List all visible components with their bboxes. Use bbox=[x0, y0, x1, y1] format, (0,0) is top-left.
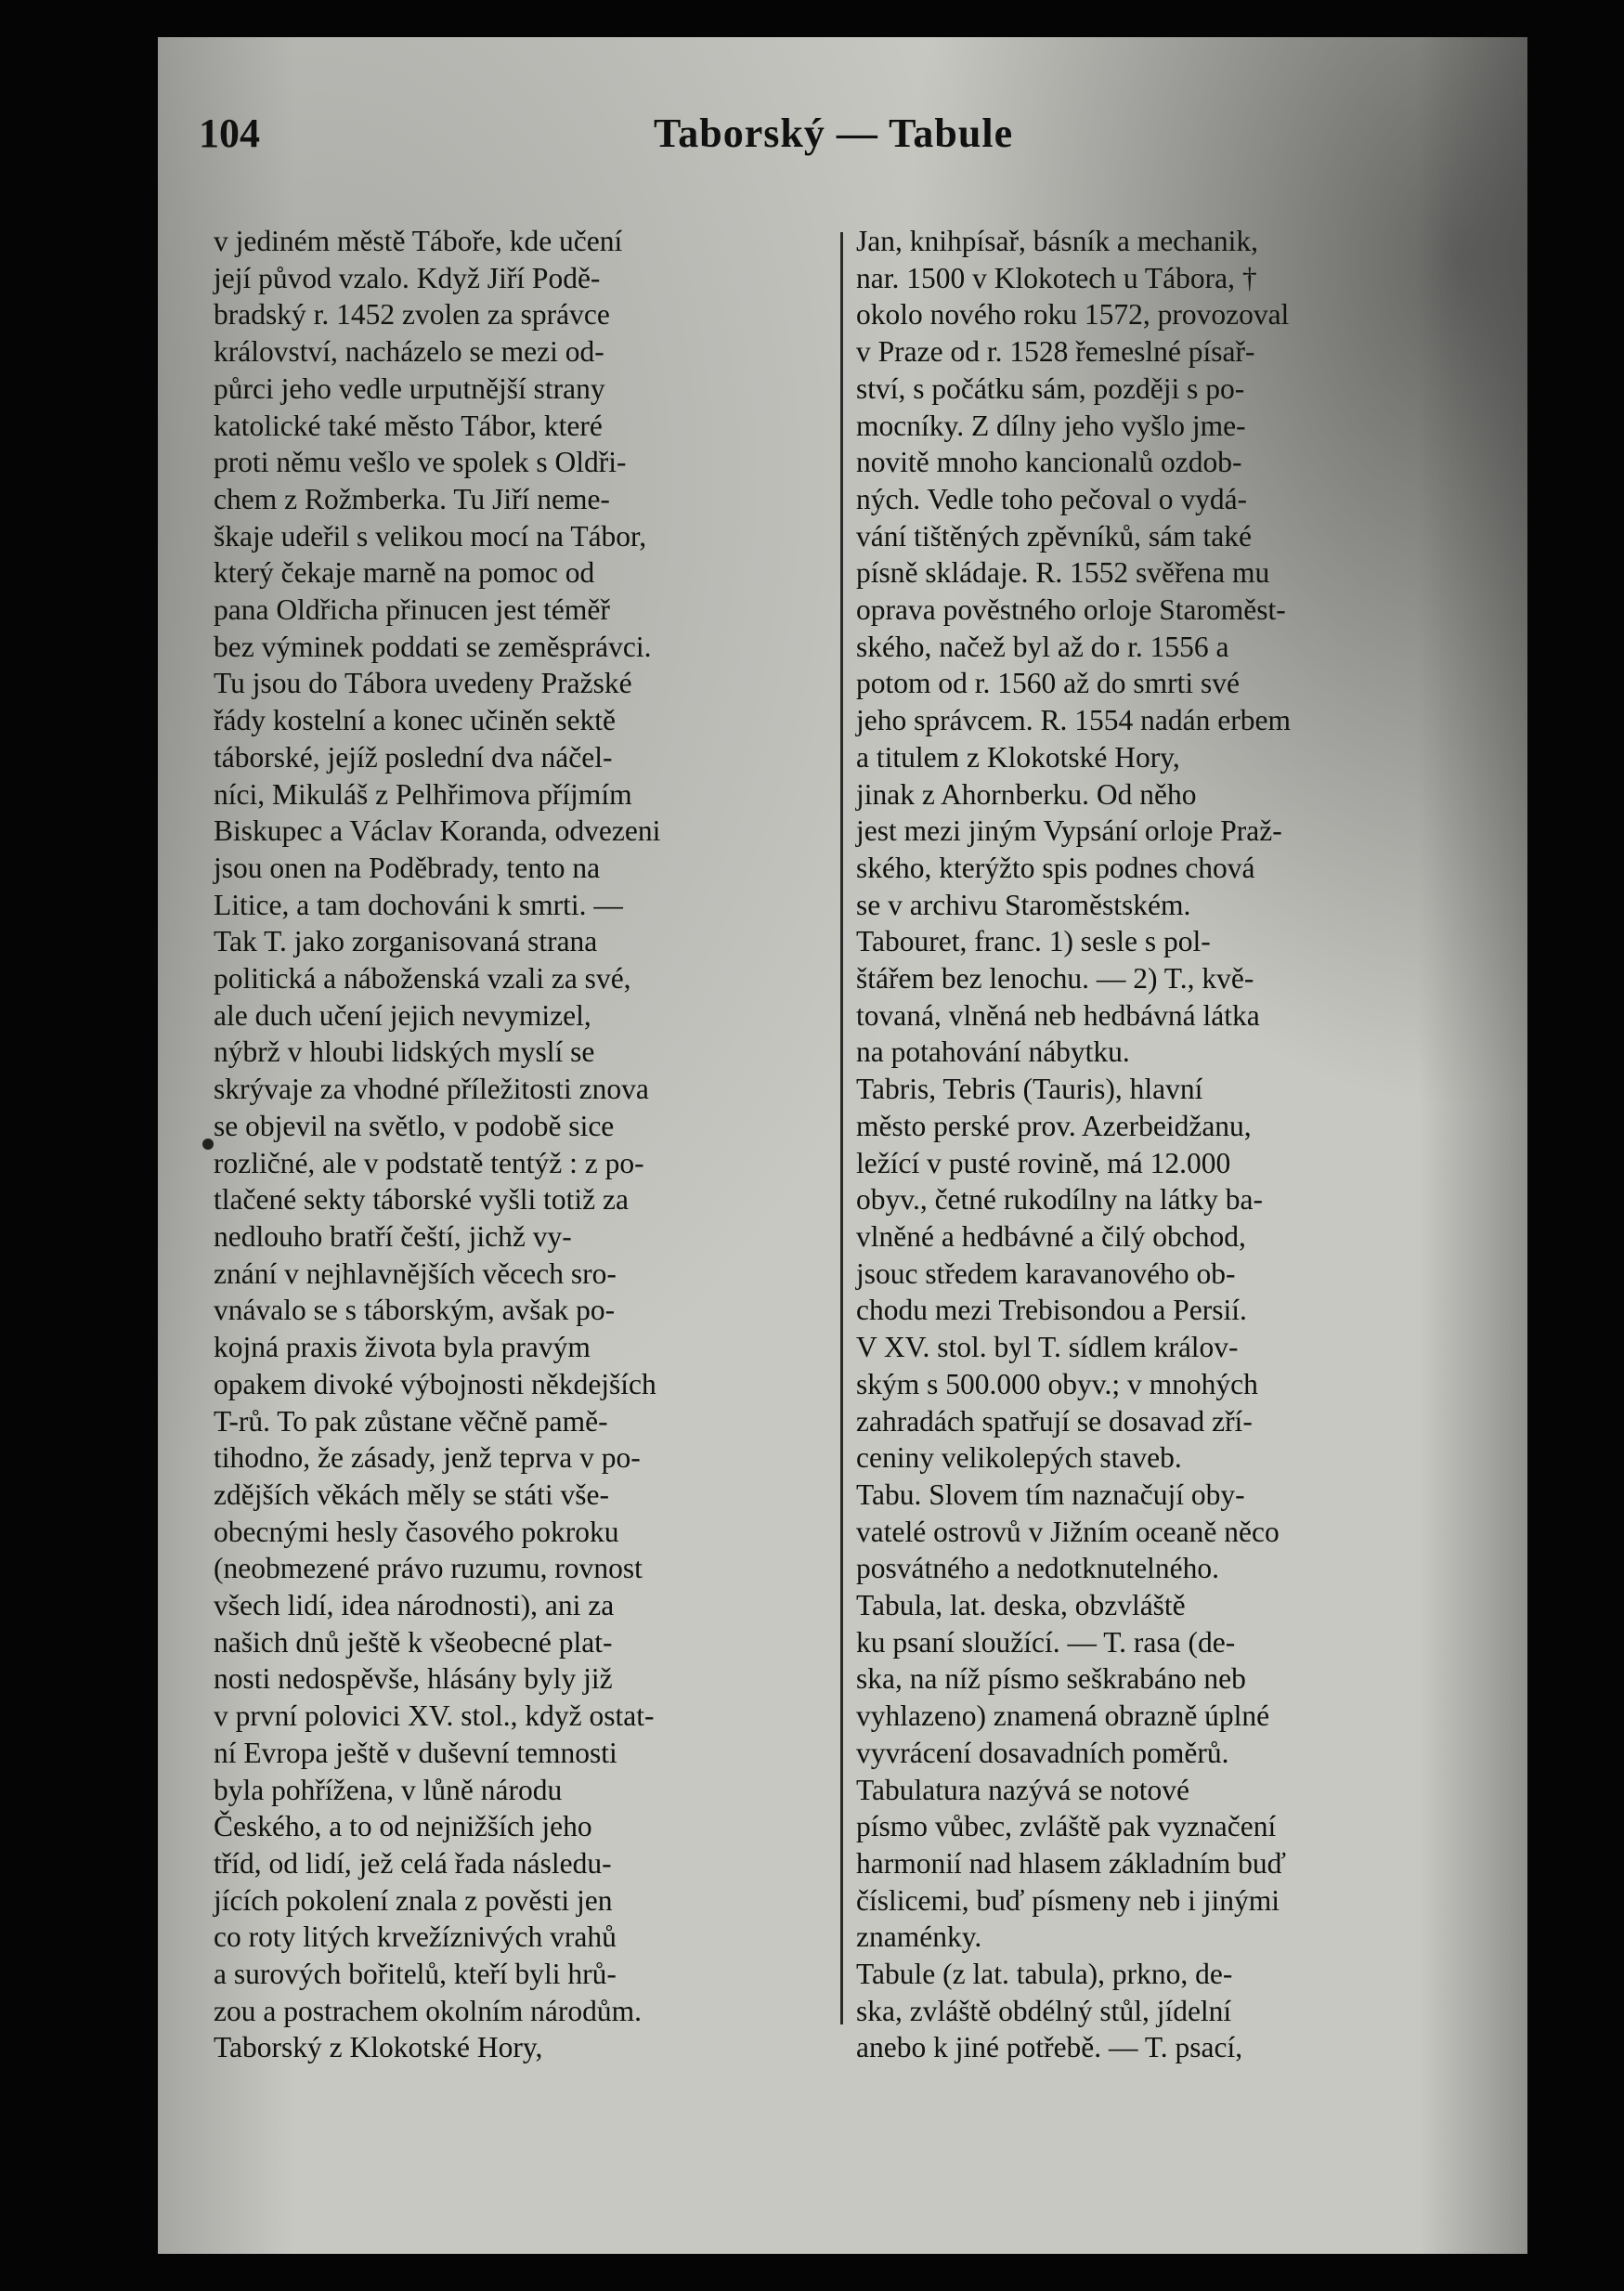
text-line: zahradách spatřují se dosavad zří- bbox=[856, 1404, 1253, 1438]
text-line: nedlouho bratří čeští, jichž vy- bbox=[214, 1219, 572, 1253]
text-line: ležící v pusté rovině, má 12.000 bbox=[856, 1146, 1231, 1179]
text-line: jících pokolení znala z pověsti jen bbox=[214, 1883, 613, 1917]
text-line: bez výminek poddati se zeměsprávci. bbox=[214, 630, 652, 663]
text-line: tihodno, že zásady, jenž teprva v po- bbox=[214, 1441, 641, 1475]
text-line: její původ vzalo. Když Jiří Podě- bbox=[214, 261, 601, 294]
text-line: ska, zvláště obdélný stůl, jídelní bbox=[856, 1994, 1232, 2027]
text-line: oprava pověstného orloje Staroměst- bbox=[856, 593, 1286, 627]
text-line: Biskupec a Václav Koranda, odvezeni bbox=[214, 814, 661, 848]
text-line: ní Evropa ještě v duševní temnosti bbox=[214, 1736, 617, 1769]
text-line: Tabris, Tebris (Tauris), hlavní bbox=[856, 1073, 1203, 1106]
text-line: opakem divoké výbojnosti někdejších bbox=[214, 1367, 656, 1400]
text-line: tříd, od lidí, jež celá řada následu- bbox=[214, 1846, 612, 1880]
text-line: ským s 500.000 obyv.; v mnohých bbox=[856, 1367, 1258, 1400]
right-column bbox=[856, 223, 1464, 2066]
text-line: nosti nedospěvše, hlásány byly již bbox=[214, 1662, 613, 1696]
text-line: jinak z Ahornberku. Od něho bbox=[856, 777, 1197, 811]
text-line: vání tištěných zpěvníků, sám také bbox=[856, 519, 1253, 553]
text-line: a surových bořitelů, kteří byli hrů- bbox=[214, 1958, 617, 1991]
column-divider bbox=[840, 232, 843, 2024]
text-line: jeho správcem. R. 1554 nadán erbem bbox=[856, 704, 1291, 737]
text-line: všech lidí, idea národnosti), ani za bbox=[214, 1589, 615, 1622]
text-line: Tabouret, franc. 1) sesle s pol- bbox=[856, 925, 1211, 958]
text-line: posvátného a nedotknutelného. bbox=[856, 1552, 1220, 1585]
text-line: Tu jsou do Tábora uvedeny Pražské bbox=[214, 667, 632, 700]
text-line: vyvrácení dosavadních poměrů. bbox=[856, 1736, 1229, 1769]
text-line: proti němu vešlo ve spolek s Oldři- bbox=[214, 446, 627, 479]
text-line: ale duch učení jejich nevymizel, bbox=[214, 998, 591, 1032]
running-title: Taborský — Tabule bbox=[654, 111, 1014, 156]
text-line: jsouc středem karavanového ob- bbox=[856, 1256, 1236, 1290]
text-line: rozličné, ale v podstatě tentýž : z po- bbox=[214, 1146, 644, 1179]
text-line: na potahování nábytku. bbox=[856, 1035, 1130, 1069]
text-line: kojná praxis života byla pravým bbox=[214, 1331, 591, 1364]
text-line: štářem bez lenochu. — 2) T., kvě- bbox=[856, 962, 1254, 996]
text-line: našich dnů ještě k všeobecné plat- bbox=[214, 1625, 613, 1659]
text-line: nar. 1500 v Klokotech u Tábora, † bbox=[856, 261, 1257, 294]
text-line: ných. Vedle toho pečoval o vydá- bbox=[856, 482, 1248, 515]
text-line: ství, s počátku sám, později s po- bbox=[856, 371, 1245, 405]
text-line: vlněné a hedbávné a čilý obchod, bbox=[856, 1219, 1246, 1253]
text-line: a titulem z Klokotské Hory, bbox=[856, 740, 1180, 774]
text-line: řády kostelní a konec učiněn sektě bbox=[214, 704, 616, 737]
text-line: skrývaje za vhodné příležitosti znova bbox=[214, 1073, 649, 1106]
text-line: znání v nejhlavnějších věcech sro- bbox=[214, 1256, 617, 1290]
text-line: V XV. stol. byl T. sídlem králov- bbox=[856, 1331, 1239, 1364]
text-line: novitě mnoho kancionalů ozdob- bbox=[856, 446, 1242, 479]
text-line: Taborský z Klokotské Hory, bbox=[214, 2031, 543, 2064]
text-line: anebo k jiné potřebě. — T. psací, bbox=[856, 2031, 1243, 2064]
text-line: T-rů. To pak zůstane věčně pamě- bbox=[214, 1404, 608, 1438]
text-line: v jediném městě Táboře, kde učení bbox=[214, 225, 623, 257]
text-line: chodu mezi Trebisondou a Persií. bbox=[856, 1294, 1247, 1327]
text-line: vyhlazeno) znamená obrazně úplné bbox=[856, 1699, 1270, 1733]
text-line: písmo vůbec, zvláště pak vyznačení bbox=[856, 1810, 1277, 1843]
text-line: obyv., četné rukodílny na látky ba- bbox=[856, 1183, 1263, 1217]
text-line: město perské prov. Azerbeidžanu, bbox=[856, 1109, 1252, 1142]
text-line: byla pohřížena, v lůně národu bbox=[214, 1773, 563, 1806]
text-line: Tak T. jako zorganisovaná strana bbox=[214, 925, 598, 958]
left-column bbox=[214, 223, 826, 2066]
text-line: táborské, jejíž poslední dva náčel- bbox=[214, 740, 613, 774]
text-line: Českého, a to od nejnižších jeho bbox=[214, 1810, 592, 1843]
text-line: zou a postrachem okolním národům. bbox=[214, 1994, 643, 2027]
text-line: nýbrž v hloubi lidských myslí se bbox=[214, 1035, 595, 1069]
text-line: níci, Mikuláš z Pelhřimova příjmím bbox=[214, 777, 632, 811]
text-line: vnávalo se s táborským, avšak po- bbox=[214, 1294, 616, 1327]
text-line: (neobmezené právo ruzumu, rovnost bbox=[214, 1552, 643, 1585]
text-line: tlačené sekty táborské vyšli totiž za bbox=[214, 1183, 629, 1217]
text-line: ku psaní sloužící. — T. rasa (de- bbox=[856, 1625, 1236, 1659]
page-header bbox=[199, 110, 1164, 175]
text-line: znaménky. bbox=[856, 1920, 982, 1954]
text-line: Tabula, lat. deska, obzvláště bbox=[856, 1589, 1186, 1622]
text-line: písně skládaje. R. 1552 svěřena mu bbox=[856, 556, 1270, 590]
text-line: bradský r. 1452 zvolen za správce bbox=[214, 298, 610, 332]
text-line: ského, načež byl až do r. 1556 a bbox=[856, 630, 1229, 663]
text-line: v Praze od r. 1528 řemeslné písař- bbox=[856, 335, 1255, 369]
text-line: ceniny velikolepých staveb. bbox=[856, 1441, 1182, 1475]
text-line: politická a náboženská vzali za své, bbox=[214, 962, 631, 996]
text-line: království, nacházelo se mezi od- bbox=[214, 335, 604, 369]
text-line: Tabule (z lat. tabula), prkno, de- bbox=[856, 1958, 1233, 1991]
text-line: škaje udeřil s velikou mocí na Tábor, bbox=[214, 519, 647, 553]
text-line: katolické také město Tábor, které bbox=[214, 409, 603, 442]
text-line: Jan, knihpísař, básník a mechanik, bbox=[856, 225, 1259, 257]
text-line: potom od r. 1560 až do smrti své bbox=[856, 667, 1240, 700]
ink-spot bbox=[202, 1139, 214, 1150]
text-line: harmonií nad hlasem základním buď bbox=[856, 1846, 1286, 1880]
text-line: ského, kterýžto spis podnes chová bbox=[856, 851, 1255, 884]
text-line: v první polovici XV. stol., když ostat- bbox=[214, 1699, 655, 1733]
text-line: jest mezi jiným Vypsání orloje Praž- bbox=[856, 814, 1282, 848]
text-line: půrci jeho vedle urputnější strany bbox=[214, 371, 605, 405]
text-line: obecnými hesly časového pokroku bbox=[214, 1515, 619, 1548]
text-line: ska, na níž písmo seškrabáno neb bbox=[856, 1662, 1246, 1696]
text-line: Litice, a tam dochováni k smrti. — bbox=[214, 888, 623, 921]
scanned-page bbox=[158, 37, 1527, 2254]
text-line: jsou onen na Poděbrady, tento na bbox=[214, 851, 601, 884]
text-line: který čekaje marně na pomoc od bbox=[214, 556, 595, 590]
text-line: pana Oldřicha přinucen jest téměř bbox=[214, 593, 610, 627]
page-number: 104 bbox=[199, 111, 260, 156]
text-line: chem z Rožmberka. Tu Jiří neme- bbox=[214, 482, 610, 515]
text-line: Tabulatura nazývá se notové bbox=[856, 1773, 1190, 1806]
text-line: mocníky. Z dílny jeho vyšlo jme- bbox=[856, 409, 1246, 442]
text-line: vatelé ostrovů v Jižním oceaně něco bbox=[856, 1515, 1280, 1548]
text-line: okolo nového roku 1572, provozoval bbox=[856, 298, 1290, 332]
text-line: Tabu. Slovem tím naznačují oby- bbox=[856, 1477, 1245, 1511]
text-line: co roty litých krvežíznivých vrahů bbox=[214, 1920, 617, 1954]
text-line: se v archivu Staroměstském. bbox=[856, 888, 1191, 921]
text-line: číslicemi, buď písmeny neb i jinými bbox=[856, 1883, 1280, 1917]
text-line: tovaná, vlněná neb hedbávná látka bbox=[856, 998, 1260, 1032]
text-line: zdějších věkách měly se státi vše- bbox=[214, 1477, 609, 1511]
text-line: se objevil na světlo, v podobě sice bbox=[214, 1109, 615, 1142]
